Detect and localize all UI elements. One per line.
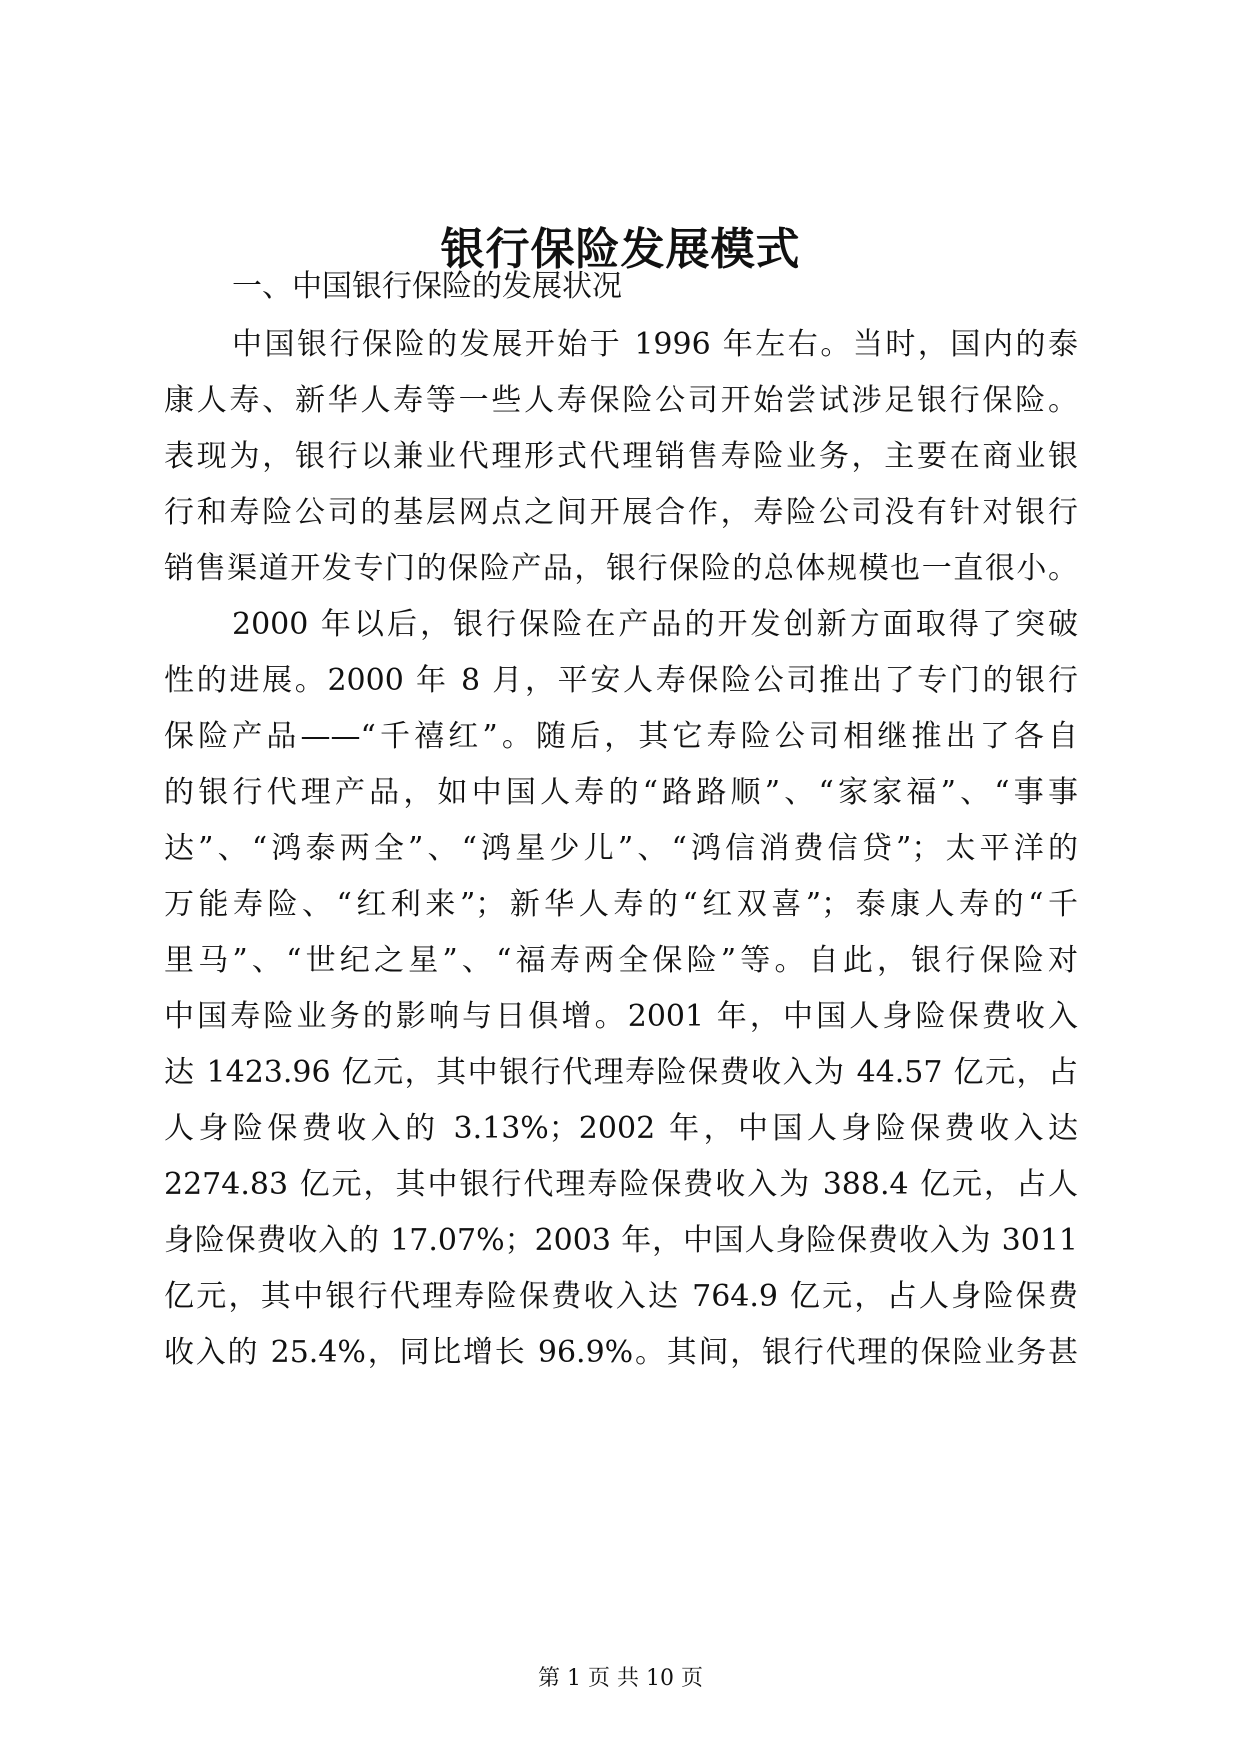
paragraph-line: 达”、“鸿泰两全”、“鸿星少儿”、“鸿信消费信贷”；太平洋的 — [164, 831, 1078, 866]
document-title: 银行保险发展模式 — [440, 224, 801, 275]
paragraph-line: 中国寿险业务的影响与日俱增。2001 年，中国人身险保费收入 — [164, 999, 1078, 1034]
paragraph-line: 中国银行保险的发展开始于 1996 年左右。当时，国内的泰 — [232, 327, 1078, 362]
page-footer: 第 1 页 共 10 页 — [538, 1666, 703, 1691]
paragraph-line: 人身险保费收入的 3.13%；2002 年，中国人身险保费收入达 — [164, 1111, 1078, 1146]
paragraph-line: 里马”、“世纪之星”、“福寿两全保险”等。自此，银行保险对 — [164, 943, 1078, 978]
paragraph-line: 万能寿险、“红利来”；新华人寿的“红双喜”；泰康人寿的“千 — [164, 887, 1078, 922]
paragraph-line: 性的进展。2000 年 8 月，平安人寿保险公司推出了专门的银行 — [164, 663, 1078, 698]
paragraph-line: 的银行代理产品，如中国人寿的“路路顺”、“家家福”、“事事 — [164, 775, 1078, 810]
paragraph-line: 保险产品——“千禧红”。随后，其它寿险公司相继推出了各自 — [164, 719, 1078, 754]
paragraph-line: 收入的 25.4%，同比增长 96.9%。其间，银行代理的保险业务甚 — [164, 1335, 1078, 1370]
paragraph-line: 达 1423.96 亿元，其中银行代理寿险保费收入为 44.57 亿元，占 — [164, 1055, 1078, 1090]
paragraph-line: 表现为，银行以兼业代理形式代理销售寿险业务，主要在商业银 — [164, 439, 1078, 474]
paragraph-line: 2000 年以后，银行保险在产品的开发创新方面取得了突破 — [232, 607, 1078, 642]
paragraph-line: 2274.83 亿元，其中银行代理寿险保费收入为 388.4 亿元，占人 — [164, 1167, 1078, 1202]
paragraph-line: 行和寿险公司的基层网点之间开展合作，寿险公司没有针对银行 — [164, 495, 1078, 530]
paragraph-line: 身险保费收入的 17.07%；2003 年，中国人身险保费收入为 3011 — [164, 1223, 1078, 1258]
paragraph-line: 亿元，其中银行代理寿险保费收入达 764.9 亿元，占人身险保费 — [164, 1279, 1078, 1314]
paragraph-line: 销售渠道开发专门的保险产品，银行保险的总体规模也一直很小。 — [164, 551, 1078, 586]
section-heading: 一、中国银行保险的发展状况 — [232, 269, 622, 304]
paragraph-line: 康人寿、新华人寿等一些人寿保险公司开始尝试涉足银行保险。 — [164, 383, 1078, 418]
